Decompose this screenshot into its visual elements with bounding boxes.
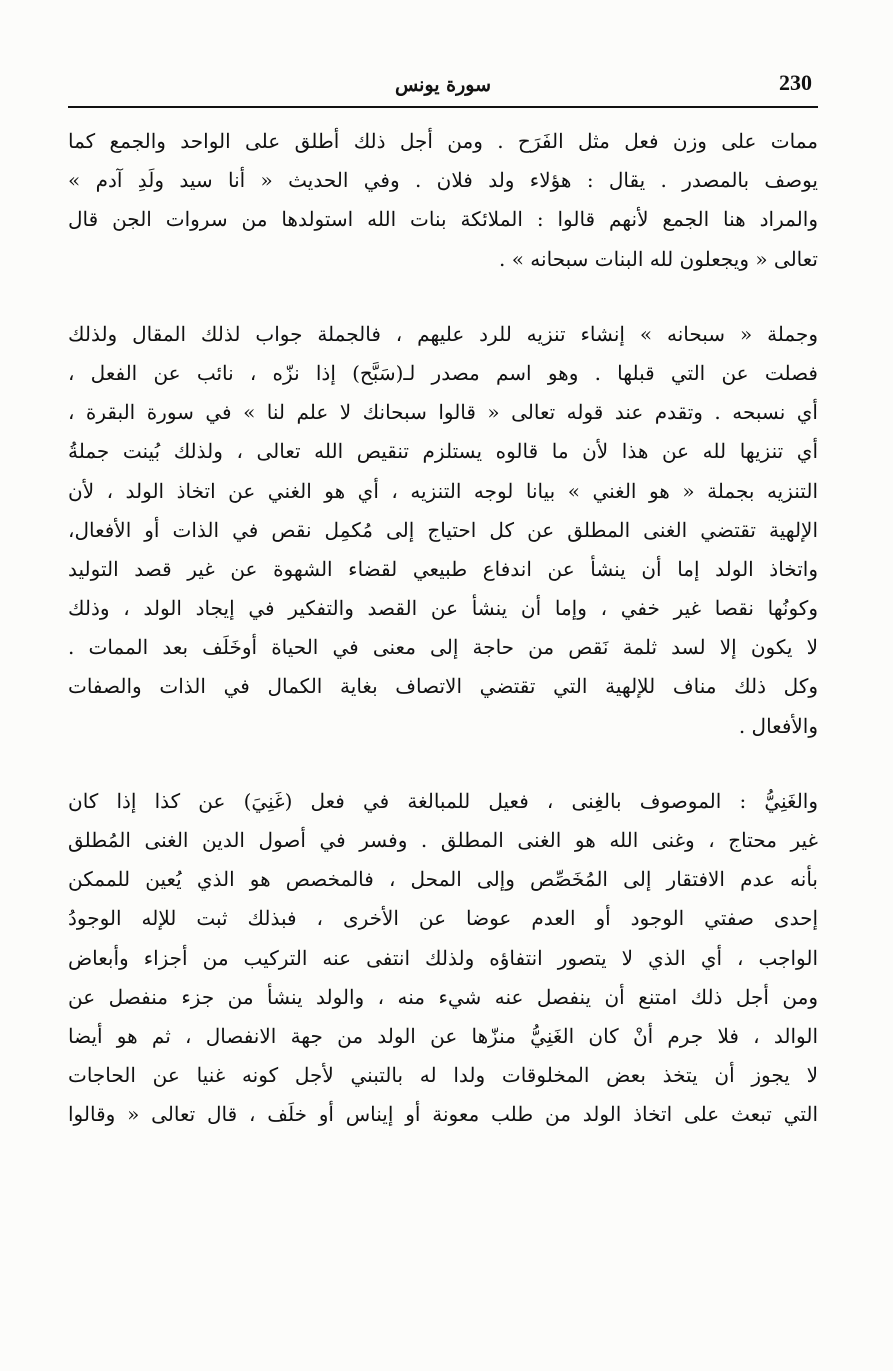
- text-line: الواجب ، أي الذي لا يتصور انتفاؤه ولذلك انتفى عنه التركيب من أجزاء وأبعاض: [68, 945, 818, 970]
- page-number: 230: [779, 70, 812, 95]
- text-line: والغَنِيُّ : الموصوف بالغِنى ، فعيل للمبالغة في فعل (غَنِيَ) عن كذا إذا كان: [68, 788, 818, 813]
- text-line: إحدى صفتي الوجود أو العدم عوضا عن الأخرى ، فبذلك ثبت للإله الوجودُ: [68, 906, 818, 931]
- text-line: والأفعال .: [738, 713, 818, 738]
- text-line: الوالد ، فلا جرم أنْ كان الغَنِيُّ منزّها عن الولد من جهة الانفصال ، ثم هو أيضا: [68, 1023, 818, 1048]
- text-line: وكل ذلك مناف للإلهية التي تقتضي الاتصاف بغاية الكمال في الذات والصفات: [68, 674, 818, 699]
- text-line: أي تنزيها لله عن هذا لأن ما قالوه يستلزم تنقيص الله تعالى ، ولذلك بُينت جملةُ: [68, 439, 818, 464]
- text-line: تعالى « ويجعلون لله البنات سبحانه » .: [499, 246, 818, 271]
- text-line: وجملة « سبحانه » إنشاء تنزيه للرد عليهم ، فالجملة جواب لذلك المقال ولذلك: [68, 321, 818, 346]
- text-line: التنزيه بجملة « هو الغني » بيانا لوجه التنزيه ، أي هو الغني عن اتخاذ الولد ، لأن: [68, 478, 818, 503]
- paragraph-3: [68, 782, 818, 1135]
- paragraph-spacer: [68, 746, 818, 782]
- page-body: [68, 122, 818, 1135]
- text-line: غير محتاج ، وغنى الله هو الغنى المطلق . وفسر في أصول الدين الغنى المُطلق: [68, 828, 818, 852]
- text-line: لا يكون إلا لسد ثلمة نَقص من حاجة إلى معنى في الحياة أوخَلَف بعد الممات .: [68, 635, 818, 660]
- text-line: وكونُها نقصا غير خفي ، وإما أن ينشأ عن القصد والتفكير في إيجاد الولد ، وذلك: [68, 596, 818, 621]
- paragraph-2: [68, 315, 818, 746]
- text-line: ومن أجل ذلك امتنع أن ينفصل عنه شيء منه ، والولد ينشأ من جزء منفصل عن: [68, 984, 818, 1009]
- page-header: [68, 66, 818, 108]
- text-line: يوصف بالمصدر . يقال : هؤلاء ولد فلان . وفي الحديث « أنا سيد ولَدِ آدم »: [68, 168, 818, 193]
- text-line: الإلهية تقتضي الغنى المطلق عن كل احتياج إلى مُكمِل نقص في الذات أو الأفعال،: [68, 517, 818, 542]
- text-line: والمراد هنا الجمع لأنهم قالوا : الملائكة بنات الله استولدها من سروات الجن قال: [68, 207, 818, 232]
- text-line: لا يجوز أن يتخذ بعض المخلوقات ولدا له بالتبني لأجل كونه غنيا عن الحاجات: [68, 1063, 818, 1088]
- paragraph-spacer: [68, 279, 818, 315]
- text-line: التي تبعث على اتخاذ الولد من طلب معونة أو إيناس أو خلَف ، قال تعالى « وقالوا: [68, 1102, 818, 1127]
- paragraph-1: [68, 122, 818, 279]
- running-title: سورة يونس: [394, 74, 492, 96]
- text-line: فصلت عن التي قبلها . وهو اسم مصدر لـ(سَبَّح) إذا نزّه ، نائب عن الفعل ،: [68, 360, 818, 385]
- text-line: أي نسبحه . وتقدم عند قوله تعالى « قالوا سبحانك لا علم لنا » في سورة البقرة ،: [68, 400, 818, 425]
- text-line: بأنه عدم الافتقار إلى المُخَصِّص وإلى المحل ، فالمخصص هو الذي يُعين للممكن: [68, 867, 818, 892]
- text-line: ممات على وزن فعل مثل الفَرَح . ومن أجل ذلك أطلق على الواحد والجمع كما: [68, 129, 818, 153]
- text-line: واتخاذ الولد إما أن ينشأ عن اندفاع طبيعي لقضاء الشهوة عن غير قصد التوليد: [68, 556, 818, 581]
